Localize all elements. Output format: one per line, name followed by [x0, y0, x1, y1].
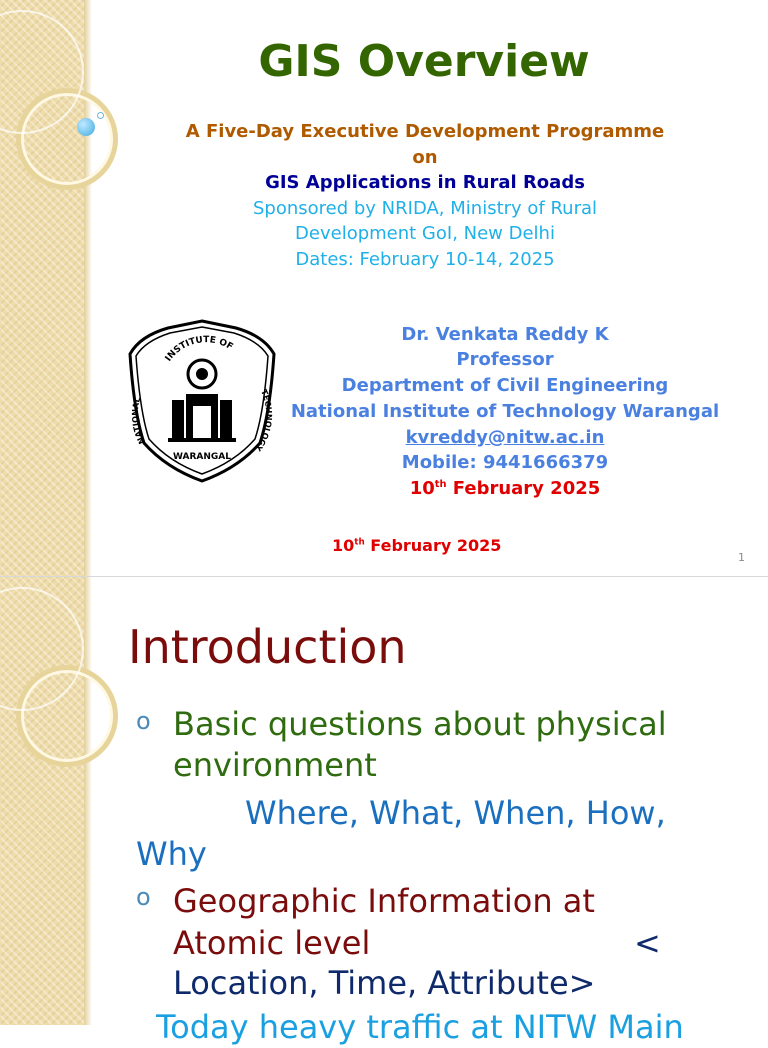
- logo-text-right: TECHNOLOGY: [253, 388, 274, 453]
- bullet-2-line-1: Geographic Information at: [173, 882, 595, 920]
- author-institute: National Institute of Technology Warangal: [290, 401, 720, 422]
- footer-date-suffix: th: [354, 537, 365, 548]
- presentation-date: [285, 478, 725, 499]
- footer-date: [332, 536, 501, 555]
- programme-dates: Dates: February 10-14, 2025: [295, 249, 555, 270]
- bullet-marker-2: o: [136, 883, 151, 911]
- programme-line-3: GIS Applications in Rural Roads: [265, 172, 585, 193]
- sponsor-line-1: Sponsored by NRIDA, Ministry of Rural: [252, 198, 598, 219]
- author-title: Professor: [456, 349, 554, 370]
- date-rest: February 2025: [446, 478, 601, 499]
- date-suffix: th: [434, 479, 447, 490]
- bullet-1-line-2: environment: [173, 746, 377, 784]
- bullet-2-line-2: Atomic level: [173, 924, 371, 962]
- author-email-link[interactable]: kvreddy@nitw.ac.in: [405, 427, 605, 448]
- questions-line-1: Where, What, When, How,: [245, 794, 666, 832]
- logo-text-top: INSTITUTE OF: [163, 335, 235, 364]
- decorative-bubble-small: [97, 112, 104, 119]
- slide-number: 1: [738, 551, 745, 564]
- bullet-1-line-1: Basic questions about physical: [173, 705, 667, 743]
- bullet-marker-1: o: [136, 707, 151, 735]
- programme-line-1: A Five-Day Executive Development Programme: [185, 121, 665, 142]
- nitw-logo-icon: [128, 318, 276, 484]
- author-department: Department of Civil Engineering: [341, 375, 669, 396]
- bullet-2-bracket: <: [634, 924, 661, 962]
- slide-title: GIS Overview: [258, 36, 590, 87]
- author-email-line: [285, 427, 725, 448]
- logo-text-bottom: WARANGAL: [172, 452, 232, 462]
- date-day: 10: [409, 478, 435, 499]
- sponsor-line-2: Development GoI, New Delhi: [295, 223, 555, 244]
- decorative-bubble: [77, 118, 95, 136]
- author-name: Dr. Venkata Reddy K: [401, 324, 609, 345]
- footer-date-rest: February 2025: [364, 536, 502, 555]
- slide-heading: Introduction: [128, 620, 407, 674]
- author-mobile: Mobile: 9441666379: [401, 452, 609, 473]
- logo-text-left: NATIONAL: [130, 396, 147, 446]
- questions-line-2: Why: [136, 835, 207, 873]
- footer-date-day: 10: [332, 536, 355, 555]
- programme-line-2: on: [412, 147, 438, 168]
- bullet-2-line-3: Location, Time, Attribute>: [173, 964, 596, 1002]
- bullet-3-partial: Today heavy traffic at NITW Main: [156, 1008, 684, 1046]
- strip-edge: [84, 577, 92, 1025]
